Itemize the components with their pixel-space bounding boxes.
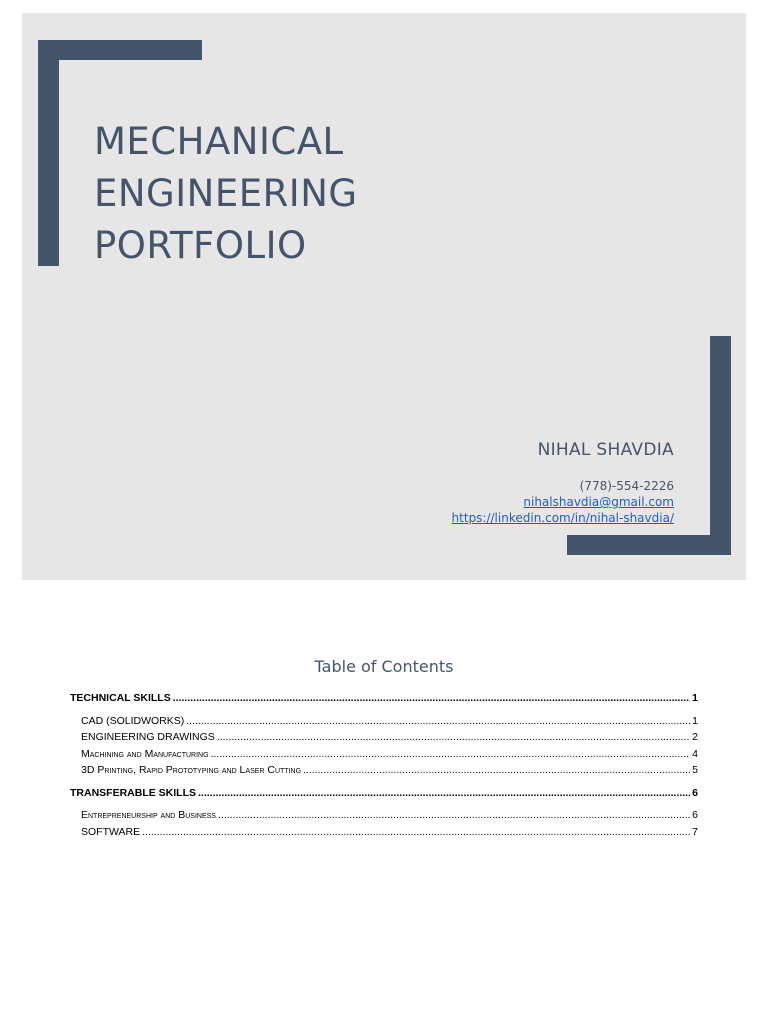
- toc-leader-dots: [303, 762, 690, 779]
- phone-number: (778)-554-2226: [579, 479, 674, 493]
- toc-page-number: 6: [692, 809, 698, 821]
- email-link[interactable]: nihalshavdia@gmail.com: [523, 495, 674, 509]
- toc-leader-dots: [173, 690, 690, 707]
- toc-entry-text: CAD (SOLIDWORKS): [81, 714, 185, 727]
- toc-entry-machining[interactable]: [70, 746, 698, 763]
- toc-page-number: 1: [692, 692, 698, 704]
- toc-entry-cad[interactable]: [70, 713, 698, 730]
- toc-page-number: 5: [692, 764, 698, 776]
- toc-entry-text: TRANSFERABLE SKILLS: [70, 786, 196, 799]
- toc-page-number: 6: [692, 786, 698, 799]
- toc-leader-dots: [217, 729, 690, 746]
- toc-entry-text: Entrepreneurship and Business: [81, 809, 216, 821]
- title-line-1: MECHANICAL: [94, 120, 344, 163]
- toc-entry-engineering-drawings[interactable]: [70, 729, 698, 746]
- toc-leader-dots: [198, 785, 690, 802]
- document-title: [94, 116, 358, 272]
- toc-page-number: 7: [692, 825, 698, 838]
- toc-page-number: 2: [692, 731, 698, 743]
- title-line-2: ENGINEERING: [94, 172, 358, 215]
- toc-entry-text: TECHNICAL SKILLS: [70, 692, 171, 704]
- toc-leader-dots: [186, 713, 690, 730]
- toc-heading: Table of Contents: [314, 657, 454, 676]
- top-left-bracket-horizontal: [38, 40, 202, 60]
- bottom-right-bracket-vertical: [710, 336, 731, 555]
- toc-entry-transferable-skills[interactable]: [70, 785, 698, 802]
- toc-entry-software[interactable]: [70, 824, 698, 841]
- toc-leader-dots: [142, 824, 690, 841]
- top-left-bracket-vertical: [38, 40, 59, 266]
- toc-entry-text: Machining and Manufacturing: [81, 747, 209, 760]
- toc-entry-text: ENGINEERING DRAWINGS: [81, 731, 215, 743]
- linkedin-link[interactable]: https://linkedin.com/in/nihal-shavdia/: [451, 511, 674, 525]
- title-line-3: PORTFOLIO: [94, 224, 307, 267]
- toc-page-number: 4: [692, 747, 698, 760]
- contact-block: [452, 478, 674, 526]
- toc-leader-dots: [211, 746, 691, 763]
- toc-entry-technical-skills[interactable]: [70, 690, 698, 707]
- toc-entry-entrepreneurship[interactable]: [70, 807, 698, 824]
- toc-entry-text: SOFTWARE: [81, 825, 141, 838]
- toc-entry-text: 3D Printing, Rapid Prototyping and Laser Cutting: [81, 764, 302, 776]
- toc-leader-dots: [218, 807, 690, 824]
- toc-entry-3d-printing[interactable]: [70, 762, 698, 779]
- table-of-contents: [70, 690, 698, 840]
- bottom-right-bracket-horizontal: [567, 535, 731, 555]
- author-name: NIHAL SHAVDIA: [537, 440, 674, 460]
- toc-page-number: 1: [692, 714, 698, 727]
